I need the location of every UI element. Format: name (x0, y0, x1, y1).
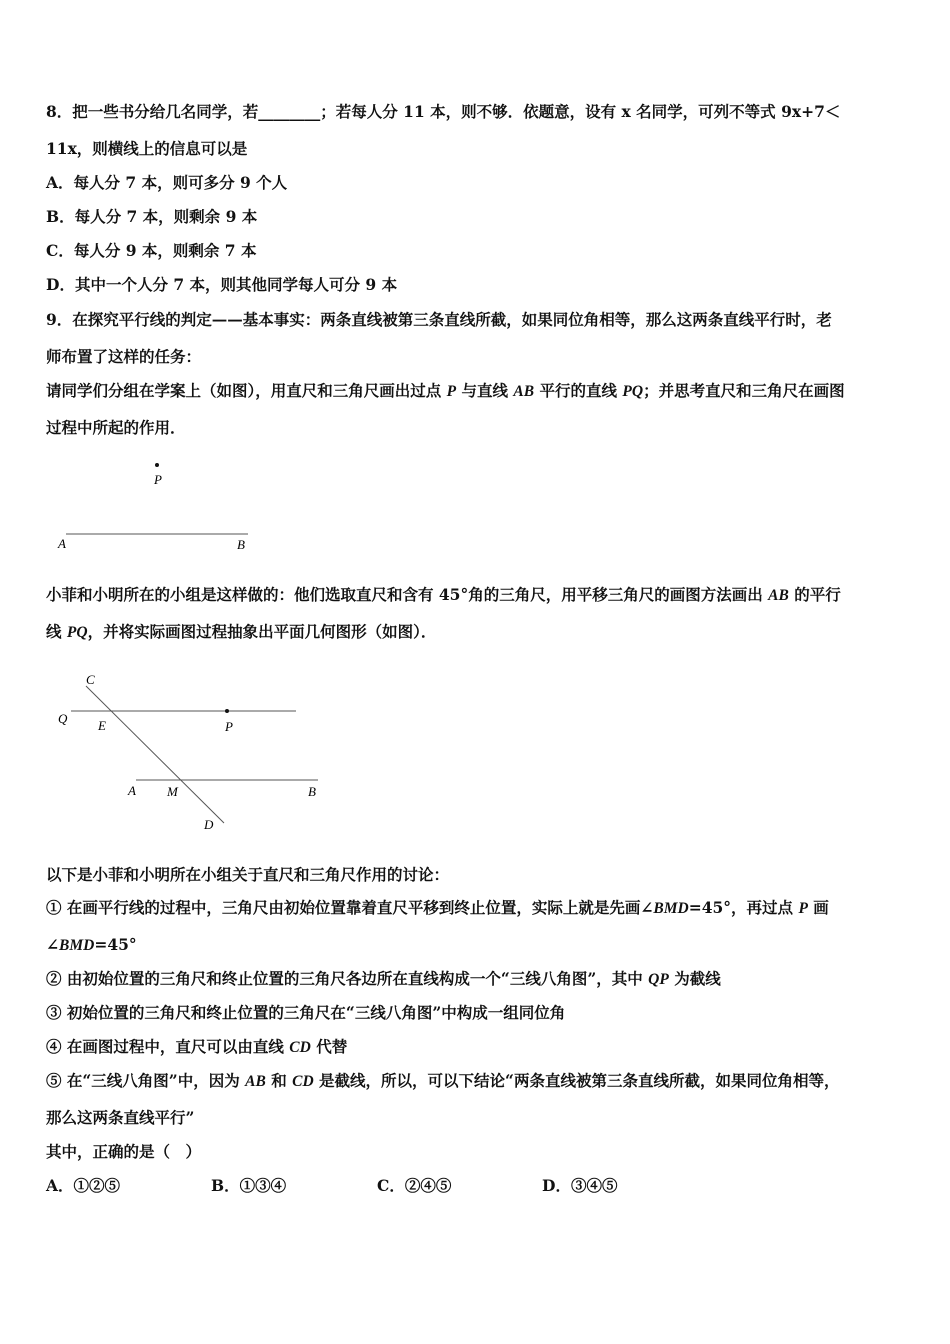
text-run: ① 在画平行线的过程中，三角尺由初始位置靠着直尺平移到终止位置，实际上就是先画∠ (46, 898, 654, 917)
q9-statement-1 (46, 898, 829, 919)
fig1-label-b: B (237, 537, 245, 552)
fig1-point-p-dot (155, 463, 159, 467)
q9-stem-line1: 9．在探究平行线的判定——基本事实：两条直线被第三条直线所截，如果同位角相等，那么这两条直线平行时，老 (46, 310, 832, 329)
angle-bmd: BMD (653, 900, 689, 917)
q8-option-c: C．每人分 9 本，则剩余 7 本 (46, 241, 257, 260)
fig2-label-e: E (98, 718, 106, 733)
q9-statement-5 (46, 1071, 839, 1092)
q9-option-c: C．②④⑤ (377, 1176, 452, 1195)
q9-statement-4 (46, 1037, 347, 1058)
figure-2 (50, 668, 340, 838)
line-pq: PQ (622, 383, 644, 400)
q9-statement-3: ③ 初始位置的三角尺和终止位置的三角尺在“三线八角图”中构成一组同位角 (46, 1003, 566, 1022)
q9-discussion-intro: 以下是小菲和小明所在小组关于直尺和三角尺作用的讨论： (46, 865, 450, 884)
fig1-label-a: A (58, 536, 66, 551)
text-run: 是截线，所以，可以下结论“两条直线被第三条直线所截，如果同位角相等， (313, 1071, 840, 1090)
q9-option-a: A．①②⑤ (46, 1176, 121, 1195)
line-ab: AB (513, 383, 535, 400)
text-run: 平行的直线 (534, 381, 623, 400)
q8-option-d: D．其中一个人分 7 本，则其他同学每人可分 9 本 (46, 275, 398, 294)
fig2-point-p-dot (225, 709, 229, 713)
q9-statement-2 (46, 969, 721, 990)
text-run: 画 (807, 898, 829, 917)
fig2-label-d: D (204, 817, 214, 832)
fig2-label-q: Q (58, 711, 68, 726)
text-run: ∠ (46, 935, 59, 954)
text-run: ② 由初始位置的三角尺和终止位置的三角尺各边所在直线构成一个“三线八角图”，其中 (46, 969, 649, 988)
point-p: P (446, 383, 457, 400)
q8-stem-line2: 11x，则横线上的信息可以是 (46, 139, 248, 158)
line-ab: AB (768, 587, 789, 604)
q8-stem-line1: 8．把一些书分给几名同学，若________；若每人分 11 本，则不够．依题意，设有 x 名同学，可列不等式 9x+7＜ (46, 102, 841, 121)
text-run: =45° (94, 935, 137, 954)
text-run: 小菲和小明所在的小组是这样做的：他们选取直尺和含有 45°角的三角尺，用平移三角尺的画图方法画出 (46, 585, 769, 604)
q9-option-d: D．③④⑤ (542, 1176, 618, 1195)
line-cd: CD (289, 1039, 311, 1056)
q9-statement-5-cont: 那么这两条直线平行” (46, 1108, 195, 1127)
line-pq: PQ (66, 624, 88, 641)
q9-statement-1-cont (46, 935, 137, 956)
text-run: 代替 (310, 1037, 348, 1056)
q9-group-line1 (46, 585, 841, 606)
fig2-label-b: B (308, 784, 316, 799)
line-qp: QP (648, 971, 669, 988)
q9-question: 其中，正确的是（ ） (46, 1142, 202, 1161)
text-run: ；并思考直尺和三角尺在画图 (643, 381, 845, 400)
text-run: 请同学们分组在学案上（如图），用直尺和三角尺画出过点 (46, 381, 447, 400)
fig2-label-p: P (225, 719, 233, 734)
q9-stem-line2: 师布置了这样的任务： (46, 347, 202, 366)
q9-task-line1 (46, 381, 845, 402)
fig2-label-a: A (128, 783, 136, 798)
q8-option-a: A．每人分 7 本，则可多分 9 个人 (46, 173, 288, 192)
q9-group-line2 (46, 622, 436, 643)
text-run: 为截线 (668, 969, 721, 988)
text-run: ，并将实际画图过程抽象出平面几何图形（如图）． (87, 622, 437, 641)
q9-option-b: B．①③④ (211, 1176, 287, 1195)
q8-option-b: B．每人分 7 本，则剩余 9 本 (46, 207, 258, 226)
text-run: 的平行 (788, 585, 841, 604)
line-ab: AB (245, 1073, 266, 1090)
text-run: ④ 在画图过程中，直尺可以由直线 (46, 1037, 290, 1056)
fig2-label-m: M (167, 784, 178, 799)
angle-bmd: BMD (59, 937, 95, 954)
line-cd: CD (292, 1073, 314, 1090)
text-run: 与直线 (456, 381, 514, 400)
point-p: P (798, 900, 808, 917)
fig1-label-p: P (154, 472, 162, 487)
figure-1 (40, 450, 270, 560)
text-run: ⑤ 在“三线八角图”中，因为 (46, 1071, 246, 1090)
text-run: 线 (46, 622, 67, 641)
fig2-label-c: C (86, 672, 95, 687)
text-run: =45°，再过点 (688, 898, 799, 917)
q9-task-line2: 过程中所起的作用． (46, 418, 186, 437)
text-run: 和 (265, 1071, 293, 1090)
fig2-line-cd (86, 686, 224, 823)
